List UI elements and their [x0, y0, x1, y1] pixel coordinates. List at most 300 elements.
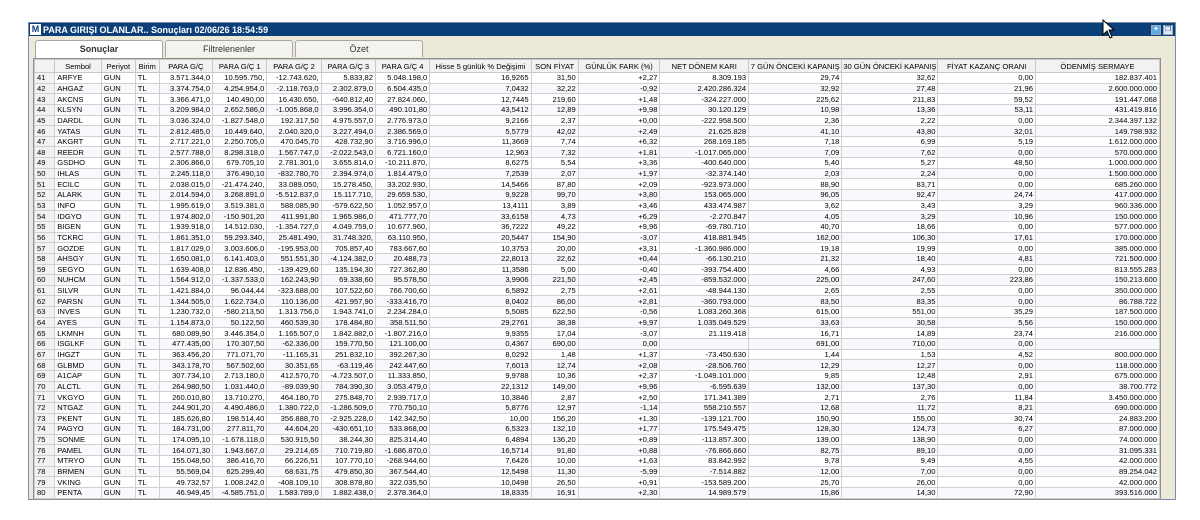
symbol-cell: IDGYO: [55, 211, 102, 222]
table-cell: 63.110.950,: [375, 232, 429, 243]
table-cell: 9,49: [842, 456, 938, 467]
table-cell: 178.484,80: [321, 317, 375, 328]
table-cell: TL: [135, 456, 159, 467]
table-cell: 411.991,80: [267, 211, 321, 222]
table-cell: 5,27: [842, 158, 938, 169]
table-row[interactable]: [35, 434, 1160, 445]
table-cell: 479.850,30: [321, 466, 375, 477]
table-cell: 5,19: [938, 136, 1036, 147]
tab-filtrelenenler[interactable]: Filtrelenenler: [165, 40, 293, 57]
table-cell: -923.973.000: [660, 179, 749, 190]
symbol-cell: AHGAZ: [55, 83, 102, 94]
table-cell: 3,62: [749, 200, 842, 211]
table-cell: TL: [135, 392, 159, 403]
table-row[interactable]: [35, 190, 1160, 201]
table-cell: 1.612.000.000: [1035, 136, 1159, 147]
symbol-cell: AHSGY: [55, 253, 102, 264]
table-cell: GUN: [101, 349, 135, 360]
table-cell: 21,96: [938, 83, 1036, 94]
table-cell: 25.481.490,: [267, 232, 321, 243]
table-cell: 0,4367: [430, 339, 531, 350]
table-cell: 31.095.331: [1035, 445, 1159, 456]
table-cell: 0,00: [938, 115, 1036, 126]
table-cell: 2,91: [938, 370, 1036, 381]
table-cell: 14.989.579: [660, 487, 749, 498]
table-row[interactable]: [35, 253, 1160, 264]
table-cell: 1.380.722,0: [267, 402, 321, 413]
table-cell: 1.639.408,0: [159, 264, 212, 275]
table-cell: 59,52: [938, 94, 1036, 105]
table-cell: 1.814.479,0: [375, 168, 429, 179]
table-cell: 164.071,30: [159, 445, 212, 456]
table-cell: 8,0292: [430, 349, 531, 360]
table-cell: 22,1312: [430, 381, 531, 392]
row-number: 58: [35, 253, 55, 264]
table-cell: -139.429,60: [267, 264, 321, 275]
table-cell: 10,3753: [430, 243, 531, 254]
column-header[interactable]: PARA G/Ç 1: [213, 60, 267, 73]
table-cell: 4.254.954,0: [213, 83, 267, 94]
results-grid[interactable]: [33, 58, 1161, 500]
table-cell: 14,89: [842, 328, 938, 339]
table-cell: TL: [135, 317, 159, 328]
column-header[interactable]: Sembol: [55, 60, 102, 73]
window-title: PARA GIRIŞI OLANLAR.. Sonuçları 02/06/26 18:54:59: [43, 24, 269, 35]
table-cell: 577.000.000: [1035, 221, 1159, 232]
table-cell: +2,49: [578, 126, 660, 137]
table-cell: 12,00: [749, 466, 842, 477]
table-cell: 22,8013: [430, 253, 531, 264]
table-cell: 1.842.882,0: [321, 328, 375, 339]
table-cell: -1.807.216,0: [375, 328, 429, 339]
table-cell: 136,20: [531, 434, 578, 445]
table-cell: 2.306.866,0: [159, 158, 212, 169]
table-row[interactable]: [35, 147, 1160, 158]
column-header[interactable]: Periyot: [101, 60, 135, 73]
symbol-cell: AYES: [55, 317, 102, 328]
table-cell: TL: [135, 104, 159, 115]
table-cell: 0,00: [938, 445, 1036, 456]
column-header[interactable]: PARA G/Ç 2: [267, 60, 321, 73]
table-cell: 460.539,30: [267, 317, 321, 328]
table-cell: GUN: [101, 126, 135, 137]
table-cell: 417.000.000: [1035, 190, 1159, 201]
results-table: [34, 59, 1160, 499]
table-cell: 3.571.344,0: [159, 73, 212, 84]
table-cell: 421.957,90: [321, 296, 375, 307]
table-cell: 42,02: [531, 126, 578, 137]
table-row[interactable]: [35, 158, 1160, 169]
table-cell: 251.832,10: [321, 349, 375, 360]
table-cell: 12,97: [531, 402, 578, 413]
table-cell: +2,50: [578, 392, 660, 403]
table-cell: 42.000.000: [1035, 477, 1159, 488]
table-cell: 175.549.475: [660, 424, 749, 435]
table-cell: -1.049.101.000: [660, 370, 749, 381]
table-cell: GUN: [101, 253, 135, 264]
table-row[interactable]: [35, 200, 1160, 211]
table-cell: 2.652.586,0: [213, 104, 267, 115]
column-header[interactable]: SON FİYAT: [531, 60, 578, 73]
table-cell: 1.165.507,0: [267, 328, 321, 339]
table-row[interactable]: [35, 126, 1160, 137]
table-cell: 88,90: [749, 179, 842, 190]
table-cell: 2.717.221,0: [159, 136, 212, 147]
table-cell: TL: [135, 285, 159, 296]
row-number: 63: [35, 307, 55, 318]
table-cell: 2.245.118,0: [159, 168, 212, 179]
table-cell: 12,7445: [430, 94, 531, 105]
window-restore-icon[interactable]: ❐: [1164, 25, 1172, 33]
table-cell: GUN: [101, 179, 135, 190]
table-cell: 21.625.828: [660, 126, 749, 137]
table-cell: -63.119,46: [321, 360, 375, 371]
table-row[interactable]: [35, 211, 1160, 222]
table-row[interactable]: [35, 360, 1160, 371]
table-cell: 121.100,00: [375, 339, 429, 350]
table-cell: 41,10: [749, 126, 842, 137]
table-cell: +2,30: [578, 487, 660, 498]
table-cell: -580.213,50: [213, 307, 267, 318]
table-cell: 1.008.242,0: [213, 477, 267, 488]
table-cell: +1,37: [578, 349, 660, 360]
row-number: 45: [35, 115, 55, 126]
symbol-cell: YATAS: [55, 126, 102, 137]
table-cell: 3.996.354,0: [321, 104, 375, 115]
table-cell: TL: [135, 83, 159, 94]
table-cell: 7,62: [842, 147, 938, 158]
symbol-cell: SONME: [55, 434, 102, 445]
table-cell: 1.943.667,0: [213, 445, 267, 456]
table-cell: 154,90: [531, 232, 578, 243]
table-cell: 149,00: [531, 381, 578, 392]
table-row[interactable]: [35, 445, 1160, 456]
row-number: 49: [35, 158, 55, 169]
table-cell: 3,9906: [430, 275, 531, 286]
table-cell: 87,80: [531, 179, 578, 190]
table-row[interactable]: [35, 370, 1160, 381]
table-cell: 322.035,50: [375, 477, 429, 488]
table-cell: 2,22: [842, 115, 938, 126]
table-cell: 17,04: [531, 328, 578, 339]
table-cell: 4,73: [531, 211, 578, 222]
table-cell: GUN: [101, 221, 135, 232]
table-cell: 5,40: [749, 158, 842, 169]
table-cell: 192.317,50: [267, 115, 321, 126]
symbol-cell: NUHCM: [55, 275, 102, 286]
table-cell: TL: [135, 402, 159, 413]
table-cell: 9,78: [749, 456, 842, 467]
table-cell: -66.130.210: [660, 253, 749, 264]
tab-strip: [35, 40, 425, 57]
column-header[interactable]: PARA G/Ç 3: [321, 60, 375, 73]
table-cell: 30.351,65: [267, 360, 321, 371]
table-cell: -32.374.140: [660, 168, 749, 179]
table-cell: 690.000.000: [1035, 402, 1159, 413]
table-cell: 2,55: [842, 285, 938, 296]
table-cell: 0,00: [938, 147, 1036, 158]
table-cell: 2,87: [531, 392, 578, 403]
table-cell: 170.000.000: [1035, 232, 1159, 243]
symbol-cell: A1CAP: [55, 370, 102, 381]
table-cell: 20.488,73: [375, 253, 429, 264]
column-header[interactable]: 7 GÜN ÖNCEKİ KAPANIŞ: [749, 60, 842, 73]
table-row[interactable]: [35, 94, 1160, 105]
table-cell: 800.000.000: [1035, 349, 1159, 360]
table-cell: 8,0402: [430, 296, 531, 307]
table-row[interactable]: [35, 221, 1160, 232]
table-cell: 7,18: [749, 136, 842, 147]
table-cell: 2.939.717,0: [375, 392, 429, 403]
table-cell: 83.842.992: [660, 456, 749, 467]
table-cell: TL: [135, 126, 159, 137]
table-row[interactable]: [35, 168, 1160, 179]
column-header[interactable]: ÖDENMİŞ SERMAYE: [1035, 60, 1159, 73]
table-row[interactable]: [35, 381, 1160, 392]
table-cell: 0,00: [938, 285, 1036, 296]
table-cell: 10,98: [749, 104, 842, 115]
table-cell: 10,3846: [430, 392, 531, 403]
table-cell: 4.975.557,0: [321, 115, 375, 126]
table-cell: 1.154.873,0: [159, 317, 212, 328]
table-cell: 16,71: [749, 328, 842, 339]
table-cell: 156,20: [531, 413, 578, 424]
table-cell: GUN: [101, 339, 135, 350]
table-cell: 431.419.816: [1035, 104, 1159, 115]
row-number: 74: [35, 424, 55, 435]
table-row[interactable]: [35, 477, 1160, 488]
table-cell: 771.071,70: [213, 349, 267, 360]
column-header[interactable]: GÜNLÜK FARK (%): [578, 60, 660, 73]
table-cell: 268.169.185: [660, 136, 749, 147]
table-row[interactable]: [35, 456, 1160, 467]
table-cell: GUN: [101, 392, 135, 403]
table-cell: 72,90: [938, 487, 1036, 498]
table-cell: 428.732,90: [321, 136, 375, 147]
symbol-cell: PAGYO: [55, 424, 102, 435]
table-cell: +2,45: [578, 275, 660, 286]
table-row[interactable]: [35, 328, 1160, 339]
table-cell: 150.213.600: [1035, 275, 1159, 286]
table-row[interactable]: [35, 285, 1160, 296]
table-cell: 91,80: [531, 445, 578, 456]
table-cell: 0,00: [938, 221, 1036, 232]
table-cell: 17,61: [938, 232, 1036, 243]
table-cell: TL: [135, 487, 159, 498]
column-header[interactable]: FİYAT KAZANÇ ORANI: [938, 60, 1036, 73]
table-cell: -48.944.130: [660, 285, 749, 296]
table-cell: 11,3669: [430, 136, 531, 147]
table-row[interactable]: [35, 179, 1160, 190]
table-row[interactable]: [35, 232, 1160, 243]
symbol-cell: AKCNS: [55, 94, 102, 105]
table-cell: 29,74: [749, 73, 842, 84]
table-cell: -5,99: [578, 466, 660, 477]
table-cell: GUN: [101, 317, 135, 328]
table-cell: -150.901,20: [213, 211, 267, 222]
table-cell: 150.000.000: [1035, 211, 1159, 222]
table-cell: 2.344.397.132: [1035, 115, 1159, 126]
column-header[interactable]: 30 GÜN ÖNCEKİ KAPANIŞ: [843, 61, 937, 71]
table-cell: 588.085,90: [267, 200, 321, 211]
table-cell: 0,00: [938, 243, 1036, 254]
table-cell: 1.564.912,0: [159, 275, 212, 286]
table-cell: TL: [135, 179, 159, 190]
table-cell: 6,5323: [430, 424, 531, 435]
table-cell: 551.551,30: [267, 253, 321, 264]
column-header[interactable]: PARA G/Ç: [159, 60, 212, 73]
table-cell: 2.776.973,0: [375, 115, 429, 126]
table-cell: 0,00: [938, 381, 1036, 392]
table-cell: 3.053.479,0: [375, 381, 429, 392]
table-cell: 162.243,90: [267, 275, 321, 286]
table-cell: 18,40: [842, 253, 938, 264]
table-cell: 4,66: [749, 264, 842, 275]
table-cell: 9,9355: [430, 328, 531, 339]
table-cell: 95.578,50: [375, 275, 429, 286]
row-number: 44: [35, 104, 55, 115]
table-cell: 5,00: [531, 264, 578, 275]
table-row[interactable]: [35, 339, 1160, 350]
table-cell: 0,00: [938, 466, 1036, 477]
table-cell: 30,58: [842, 317, 938, 328]
table-row[interactable]: [35, 402, 1160, 413]
table-cell: GUN: [101, 243, 135, 254]
table-cell: 0,00: [938, 296, 1036, 307]
column-header[interactable]: NET DÖNEM KARI: [660, 60, 749, 73]
table-cell: 464.180,70: [267, 392, 321, 403]
table-cell: 1.052.957,0: [375, 200, 429, 211]
table-cell: 0,00: [938, 179, 1036, 190]
table-cell: 150,90: [749, 413, 842, 424]
table-row[interactable]: [35, 115, 1160, 126]
table-cell: +2,37: [578, 370, 660, 381]
table-cell: GUN: [101, 466, 135, 477]
table-cell: 0,00: [938, 264, 1036, 275]
table-row[interactable]: [35, 275, 1160, 286]
table-cell: 26,00: [842, 477, 938, 488]
table-cell: 3,29: [842, 211, 938, 222]
table-cell: +2,09: [578, 179, 660, 190]
table-row[interactable]: [35, 424, 1160, 435]
table-cell: 2,07: [531, 168, 578, 179]
table-cell: 22,62: [531, 253, 578, 264]
table-cell: TL: [135, 328, 159, 339]
table-cell: 277.811,70: [213, 424, 267, 435]
table-row[interactable]: [35, 296, 1160, 307]
row-number: 43: [35, 94, 55, 105]
table-cell: 2,71: [749, 392, 842, 403]
table-cell: -832.780,70: [267, 168, 321, 179]
table-cell: +3,36: [578, 158, 660, 169]
table-cell: 29.659.530,: [375, 190, 429, 201]
table-cell: +6,29: [578, 211, 660, 222]
table-cell: 12,89: [531, 104, 578, 115]
table-cell: 142.342,50: [375, 413, 429, 424]
table-cell: 30,74: [938, 413, 1036, 424]
table-cell: 7,74: [531, 136, 578, 147]
column-header[interactable]: [35, 60, 55, 73]
table-cell: 960.336.000: [1035, 200, 1159, 211]
table-cell: 135.194,30: [321, 264, 375, 275]
symbol-cell: ALARK: [55, 190, 102, 201]
table-row[interactable]: [35, 307, 1160, 318]
table-cell: 11,30: [531, 466, 578, 477]
table-row[interactable]: [35, 104, 1160, 115]
twitter-bird-icon[interactable]: ✦: [1151, 25, 1161, 35]
column-header[interactable]: Birim: [135, 60, 159, 73]
symbol-cell: INVES: [55, 307, 102, 318]
table-row[interactable]: [35, 73, 1160, 84]
table-row[interactable]: [35, 264, 1160, 275]
table-cell: 89.254.042: [1035, 466, 1159, 477]
tab-ozet[interactable]: Özet: [295, 40, 423, 57]
table-cell: 244.901,20: [159, 402, 212, 413]
table-cell: 358.511,50: [375, 317, 429, 328]
table-cell: TL: [135, 424, 159, 435]
table-cell: 27,48: [842, 83, 938, 94]
symbol-cell: PENTA: [55, 487, 102, 498]
table-row[interactable]: [35, 487, 1160, 498]
table-cell: 690,00: [531, 339, 578, 350]
row-number: 76: [35, 445, 55, 456]
table-cell: 680.089,90: [159, 328, 212, 339]
column-header[interactable]: Hisse 5 günlük % Değişimi: [430, 60, 531, 73]
table-cell: GUN: [101, 200, 135, 211]
table-cell: 471.777,70: [375, 211, 429, 222]
table-cell: +9,96: [578, 221, 660, 232]
table-cell: 1.965.986,0: [321, 211, 375, 222]
table-cell: TL: [135, 200, 159, 211]
table-cell: +6,32: [578, 136, 660, 147]
table-cell: 32,01: [938, 126, 1036, 137]
table-cell: 242.447,60: [375, 360, 429, 371]
table-row[interactable]: [35, 466, 1160, 477]
table-header-row: [35, 60, 1160, 73]
table-cell: TL: [135, 349, 159, 360]
table-cell: +9,97: [578, 317, 660, 328]
table-cell: 6.141.403,0: [213, 253, 267, 264]
table-cell: 29,2761: [430, 317, 531, 328]
table-row[interactable]: [35, 243, 1160, 254]
row-number: 69: [35, 370, 55, 381]
table-cell: TL: [135, 168, 159, 179]
table-row[interactable]: [35, 392, 1160, 403]
table-cell: 33,6158: [430, 211, 531, 222]
table-row[interactable]: [35, 413, 1160, 424]
table-cell: 83,35: [842, 296, 938, 307]
table-cell: 106,30: [842, 232, 938, 243]
table-row[interactable]: [35, 136, 1160, 147]
symbol-cell: LKMNH: [55, 328, 102, 339]
symbol-cell: NTGAZ: [55, 402, 102, 413]
table-cell: +1,97: [578, 168, 660, 179]
table-cell: GUN: [101, 413, 135, 424]
table-cell: TL: [135, 147, 159, 158]
table-row[interactable]: [35, 349, 1160, 360]
table-cell: 2.040.320,0: [267, 126, 321, 137]
table-cell: 275.848,70: [321, 392, 375, 403]
table-cell: 6,99: [842, 136, 938, 147]
row-number: 61: [35, 285, 55, 296]
table-row[interactable]: [35, 317, 1160, 328]
table-cell: 679.705,10: [213, 158, 267, 169]
symbol-cell: ECILC: [55, 179, 102, 190]
table-row[interactable]: [35, 83, 1160, 94]
column-header[interactable]: PARA G/Ç 4: [375, 60, 429, 73]
table-cell: 3.209.984,0: [159, 104, 212, 115]
tab-sonuclar[interactable]: Sonuçlar: [35, 40, 163, 58]
